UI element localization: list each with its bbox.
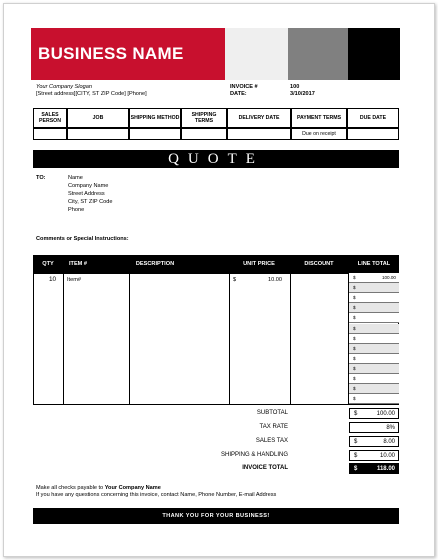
to-street: Street Address [68,191,105,197]
th-shipping-method: SHIPPING METHOD [129,108,181,128]
salestax-label: SALES TAX [255,438,288,444]
th-delivery-date: DELIVERY DATE [227,108,291,128]
subtotal-label: SUBTOTAL [256,410,288,416]
line-total-cell [349,394,399,404]
line-total-cell [349,283,399,293]
taxrate-box[interactable] [349,422,399,433]
invoice-total-value: 118.00 [376,466,395,472]
th-description: DESCRIPTION [135,261,175,267]
salestax-box [349,436,399,447]
th-job: JOB [67,108,129,128]
th-sales-person: SALES PERSON [33,108,67,128]
taxrate-value: 8% [386,425,395,431]
invoice-total-label: INVOICE TOTAL [242,465,288,471]
td-shipping-method[interactable] [129,128,181,140]
line-total-currency: $ [353,285,356,291]
line-total-cell [349,344,399,354]
line-total-cell [349,334,399,344]
company-address: [Street address][CITY, ST ZIP Code] [Phone] [36,91,147,97]
shipping-label: SHIPPING & HANDLING [220,452,288,458]
line-total-currency: $ [353,365,356,371]
business-name: BUSINESS NAME [38,44,184,63]
td-job[interactable] [67,128,129,140]
items-body [33,273,399,405]
row-qty[interactable]: 10 [49,276,57,283]
col-divider [129,273,130,405]
col-divider [290,273,291,405]
company-slogan: Your Company Slogan [36,84,92,90]
color-swatch-light [225,28,288,80]
td-payment-terms[interactable]: Due on receipt [291,128,347,140]
invoice-date-label: DATE: [230,91,247,97]
row-unit-currency: $ [233,277,237,283]
th-payment-terms: PAYMENT TERMS [291,108,347,128]
line-total-currency: $ [353,275,356,280]
to-phone: Phone [68,207,85,213]
subtotal-value: 100.00 [376,411,395,417]
th-item-number: ITEM # [68,261,88,267]
th-due-date: DUE DATE [347,108,399,128]
salestax-value: 8.00 [383,439,395,445]
line-total-currency: $ [353,335,356,341]
invoice-number: 100 [290,84,300,90]
quote-title: QUOTE [33,150,399,168]
color-swatch-black [348,28,400,80]
color-swatch-gray [288,28,348,80]
col-divider [63,273,64,405]
th-shipping-terms: SHIPPING TERMS [181,108,227,128]
line-total-currency: $ [353,295,356,301]
line-total-currency: $ [353,376,356,381]
shipping-box[interactable] [349,450,399,461]
line-total-cell [349,303,399,313]
invoice-total-box [349,463,399,474]
line-total-cell [349,364,399,374]
to-label: TO: [36,175,46,181]
invoice-date: 3/10/2017 [290,91,315,97]
salestax-currency: $ [354,439,358,445]
line-total-currency: $ [353,325,356,331]
to-company: Company Name [68,183,109,189]
col-divider [229,273,230,405]
to-city: City, ST ZIP Code [68,199,113,205]
line-total-cell [349,354,399,364]
line-total-currency: $ [353,345,356,351]
td-sales-person[interactable] [33,128,67,140]
subtotal-currency: $ [354,411,358,417]
td-delivery-date[interactable] [227,128,291,140]
th-qty: QTY [42,261,54,267]
th-discount: DISCOUNT [304,261,334,267]
td-shipping-terms[interactable] [181,128,227,140]
line-total-cell [349,374,399,384]
invoice-number-label: INVOICE # [230,84,258,90]
checks-prefix: Make all checks payable to [36,485,105,491]
shipping-value: 10.00 [379,453,395,459]
line-total-cell [349,324,399,334]
checks-company: Your Company Name [104,485,161,491]
td-due-date[interactable] [347,128,399,140]
line-total-currency: $ [353,355,356,361]
comments-label: Comments or Special Instructions: [36,236,129,242]
line-total-cell [349,313,399,323]
shipping-currency: $ [354,453,358,459]
thank-you-banner: THANK YOU FOR YOUR BUSINESS! [33,508,399,524]
line-total-value: 100.00 [381,275,396,280]
line-total-currency: $ [353,386,356,392]
row-unit-price[interactable]: 10.00 [268,277,282,283]
line-total-currency: $ [353,305,356,311]
line-total-cell [349,293,399,303]
questions-note: If you have any questions concerning this invoice, contact Name, Phone Number, E-mail Address [36,492,277,498]
to-name: Name [68,175,83,181]
th-line-total: LINE TOTAL [357,261,391,267]
checks-payable-note [36,485,161,492]
subtotal-box [349,408,399,419]
line-total-cell [349,384,399,394]
row-item-number[interactable]: Item# [67,277,81,283]
line-total-cell [349,273,399,283]
line-total-currency: $ [353,315,356,321]
taxrate-label: TAX RATE [259,424,288,430]
th-unit-price: UNIT PRICE [243,261,275,267]
line-total-currency: $ [353,396,356,402]
invoice-total-currency: $ [354,466,358,472]
